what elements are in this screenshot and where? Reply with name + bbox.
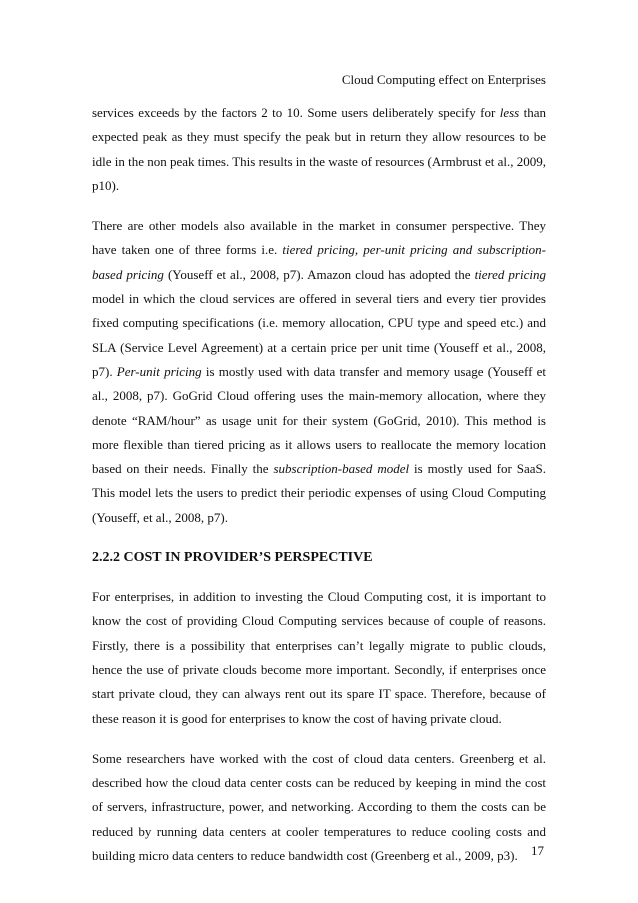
- italic-term: tiered pricing, per-unit pricing and subscription-based pricing: [92, 242, 546, 282]
- running-header: Cloud Computing effect on Enterprises: [341, 72, 546, 87]
- paragraph-provider-cost: For enterprises, in addition to investing the Cloud Computing cost, it is important to know the cost of providing Cloud Computing services because of couple of reasons. Firstly, there is a possibility that enterprises can’t legally migrate to public clouds, hence the use of private clouds become more important. Secondly, if enterprises once start private cloud, they can always rent out its spare IT space. Therefore, because of these reason it is good for enterprises to know the cost of having private cloud.: [92, 589, 546, 726]
- text-run: is mostly used with data transfer and memory usage (Youseff et al., 2008, p7). GoGrid Cloud offering uses the main-memory allocation, where they denote “RAM/hour” as usage unit for their system (GoGrid, 2010). This method is more flexible than tiered pricing as it allows users to reallocate the memory location based on their needs. Finally the: [92, 363, 546, 477]
- text-run: is mostly used for SaaS. This model lets the users to predict their periodic expenses of using Cloud Computing (Youseff, et al., 2008, p7).: [92, 461, 546, 525]
- italic-term: tiered pricing: [474, 266, 546, 282]
- page-body: [92, 101, 546, 868]
- paragraph-data-center-cost: Some researchers have worked with the cost of cloud data centers. Greenberg et al. described how the cloud data center costs can be reduced by keeping in mind the cost of servers, infrastructure, power, and networking. According to them the costs can be reduced by running data centers at cooler temperatures to reduce cooling costs and building micro data centers to reduce bandwidth cost (Greenberg et al., 2009, p3).: [92, 750, 546, 864]
- text-run: services exceeds by the factors 2 to 10. Some users deliberately specify for: [92, 105, 500, 120]
- italic-term: Per-unit pricing: [116, 363, 202, 379]
- section-heading: 2.2.2 COST IN PROVIDER’S PERSPECTIVE: [92, 550, 373, 566]
- text-run: model in which the cloud services are offered in several tiers and every tier provides fixed computing specifications (i.e. memory allocation, CPU type and speed etc.) and SLA (Service Level Agreement) at a certain price per unit time (Youseff et al., 2008, p7).: [92, 291, 546, 379]
- italic-term: less: [499, 105, 520, 120]
- paragraph-resource-waste: [92, 101, 546, 198]
- text-run: than expected peak as they must specify the peak but in return they allow resources to be idle in the non peak times. This results in the waste of resources (Armbrust et al., 2009, p10).: [92, 105, 546, 193]
- text-run: (Youseff et al., 2008, p7). Amazon cloud has adopted the: [163, 266, 475, 282]
- paragraph-pricing-models: [92, 214, 546, 530]
- text-run: There are other models also available in the market in consumer perspective. They have taken one of three forms i.e.: [92, 218, 546, 258]
- italic-term: subscription-based model: [273, 461, 410, 477]
- page-number: 17: [531, 843, 544, 858]
